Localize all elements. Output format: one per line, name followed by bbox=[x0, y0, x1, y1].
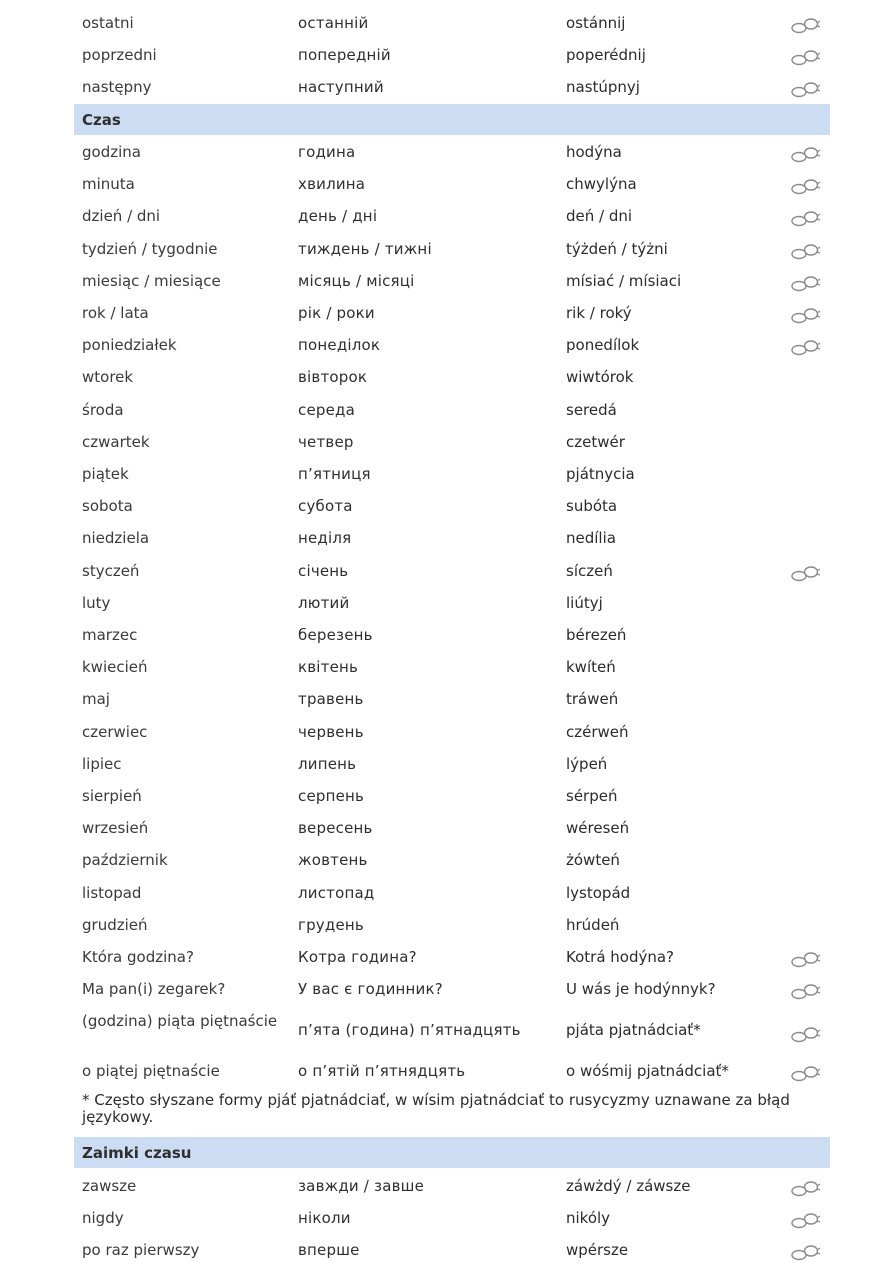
section-header-time bbox=[74, 104, 830, 135]
speaker-icon[interactable] bbox=[790, 982, 824, 1000]
footnote: * Często słyszane formy pjáť pjatnádciať, w wísim pjatnádciať to rusycyzmy uznawane za błąd językowy. bbox=[82, 1091, 790, 1126]
transliteration: sérpeń bbox=[566, 787, 618, 805]
ukrainian-word: січень bbox=[298, 561, 349, 580]
transliteration: wiwtórok bbox=[566, 368, 634, 387]
transliteration: wéreseń bbox=[566, 819, 630, 838]
ukrainian-word: рік / роки bbox=[298, 304, 375, 322]
polish-word: godzina bbox=[82, 143, 141, 161]
transliteration: týżdeń / týżni bbox=[566, 239, 668, 258]
polish-word: minuta bbox=[82, 175, 135, 194]
ukrainian-word: листопад bbox=[298, 883, 375, 902]
speaker-icon[interactable] bbox=[790, 16, 824, 34]
ukrainian-word: вперше bbox=[298, 1241, 360, 1259]
speaker-icon[interactable] bbox=[790, 1025, 824, 1043]
polish-word: wtorek bbox=[82, 368, 134, 387]
speaker-icon[interactable] bbox=[790, 1211, 824, 1229]
speaker-icon[interactable] bbox=[790, 1179, 824, 1197]
ukrainian-word: червень bbox=[298, 722, 364, 741]
transliteration: hrúdeń bbox=[566, 915, 620, 934]
transliteration: ostánnij bbox=[566, 14, 626, 32]
speaker-icon[interactable] bbox=[790, 1243, 824, 1261]
ukrainian-word: останній bbox=[298, 14, 369, 32]
polish-word: środa bbox=[82, 400, 124, 419]
polish-word: zawsze bbox=[82, 1177, 137, 1195]
section-header-pronouns bbox=[74, 1137, 830, 1168]
polish-word: poniedziałek bbox=[82, 336, 177, 355]
ukrainian-word: липень bbox=[298, 754, 357, 773]
transliteration: nedília bbox=[566, 529, 616, 548]
polish-word: miesiąc / miesiące bbox=[82, 271, 221, 290]
ukrainian-word: серпень bbox=[298, 787, 365, 805]
transliteration: U wás je hodýnnyk? bbox=[566, 980, 716, 999]
speaker-icon[interactable] bbox=[790, 306, 824, 324]
transliteration: czérweń bbox=[566, 722, 629, 741]
polish-word: wrzesień bbox=[82, 819, 149, 838]
ukrainian-word: вересень bbox=[298, 819, 373, 838]
polish-word: lipiec bbox=[82, 754, 122, 773]
transliteration: poperédnij bbox=[566, 46, 646, 64]
transliteration: lystopád bbox=[566, 883, 631, 902]
polish-word: ostatni bbox=[82, 14, 134, 32]
ukrainian-word: тиждень / тижні bbox=[298, 239, 432, 258]
speaker-icon[interactable] bbox=[790, 274, 824, 292]
ukrainian-word: лютий bbox=[298, 593, 350, 612]
ukrainian-word: У вас є годинник? bbox=[298, 980, 443, 999]
speaker-icon[interactable] bbox=[790, 48, 824, 66]
polish-word: dzień / dni bbox=[82, 207, 161, 226]
transliteration: síczeń bbox=[566, 561, 613, 580]
speaker-icon[interactable] bbox=[790, 80, 824, 98]
speaker-icon[interactable] bbox=[790, 950, 824, 968]
transliteration: záwżdý / záwsze bbox=[566, 1177, 691, 1195]
transliteration: hodýna bbox=[566, 143, 622, 161]
polish-word: poprzedni bbox=[82, 46, 157, 64]
ukrainian-word: понеділок bbox=[298, 336, 381, 355]
polish-word: luty bbox=[82, 593, 111, 612]
transliteration: pjáta pjatnádciať* bbox=[566, 1021, 701, 1039]
polish-word: sobota bbox=[82, 497, 133, 516]
polish-word: następny bbox=[82, 78, 152, 96]
transliteration: mísiać / mísiaci bbox=[566, 271, 682, 290]
transliteration: subóta bbox=[566, 497, 618, 516]
transliteration: tráweń bbox=[566, 690, 619, 709]
transliteration: chwylýna bbox=[566, 175, 637, 194]
ukrainian-word: вівторок bbox=[298, 368, 368, 387]
polish-word: marzec bbox=[82, 626, 138, 644]
transliteration: wpérsze bbox=[566, 1241, 629, 1259]
polish-word: czerwiec bbox=[82, 722, 148, 741]
ukrainian-word: місяць / місяці bbox=[298, 271, 415, 290]
ukrainian-word: неділя bbox=[298, 529, 352, 548]
speaker-icon[interactable] bbox=[790, 564, 824, 582]
transliteration: żówteń bbox=[566, 851, 620, 870]
polish-word: o piątej piętnaście bbox=[82, 1062, 220, 1080]
ukrainian-word: березень bbox=[298, 626, 373, 644]
ukrainian-word: середа bbox=[298, 400, 355, 419]
transliteration: rik / roký bbox=[566, 304, 632, 322]
transliteration: ponedílok bbox=[566, 336, 640, 355]
polish-word: czwartek bbox=[82, 432, 150, 451]
ukrainian-word: хвилина bbox=[298, 175, 366, 194]
ukrainian-word: попередній bbox=[298, 46, 391, 64]
ukrainian-word: п’ятниця bbox=[298, 465, 371, 483]
ukrainian-word: субота bbox=[298, 497, 353, 516]
ukrainian-word: день / дні bbox=[298, 207, 378, 226]
ukrainian-word: квітень bbox=[298, 658, 359, 677]
transliteration: lýpeń bbox=[566, 754, 608, 773]
polish-word: sierpień bbox=[82, 787, 142, 805]
ukrainian-word: о п’ятій п’ятнядцять bbox=[298, 1062, 466, 1080]
ukrainian-word: година bbox=[298, 143, 356, 161]
transliteration: nikóly bbox=[566, 1209, 611, 1227]
polish-word: kwiecień bbox=[82, 658, 148, 677]
polish-word: nigdy bbox=[82, 1209, 124, 1227]
ukrainian-word: грудень bbox=[298, 915, 364, 934]
polish-word: po raz pierwszy bbox=[82, 1241, 200, 1259]
speaker-icon[interactable] bbox=[790, 177, 824, 195]
ukrainian-word: завжди / завше bbox=[298, 1177, 424, 1195]
ukrainian-word: четвер bbox=[298, 432, 354, 451]
speaker-icon[interactable] bbox=[790, 1064, 824, 1082]
ukrainian-word: ніколи bbox=[298, 1209, 351, 1227]
transliteration: liútyj bbox=[566, 593, 603, 612]
polish-word: niedziela bbox=[82, 529, 150, 548]
polish-word: piątek bbox=[82, 465, 129, 483]
polish-word: maj bbox=[82, 690, 110, 709]
speaker-icon[interactable] bbox=[790, 145, 824, 163]
polish-word: tydzień / tygodnie bbox=[82, 239, 218, 258]
transliteration: pjátnycia bbox=[566, 465, 635, 483]
transliteration: czetwér bbox=[566, 432, 625, 451]
speaker-icon[interactable] bbox=[790, 242, 824, 260]
polish-word: grudzień bbox=[82, 915, 148, 934]
speaker-icon[interactable] bbox=[790, 209, 824, 227]
transliteration: deń / dni bbox=[566, 207, 633, 226]
transliteration: nastúpnyj bbox=[566, 78, 640, 96]
section-title: Czas bbox=[82, 111, 121, 129]
polish-word: rok / lata bbox=[82, 304, 149, 322]
transliteration: Kotrá hodýna? bbox=[566, 948, 675, 966]
ukrainian-word: п’ята (година) п’ятнадцять bbox=[298, 1021, 521, 1039]
polish-word: listopad bbox=[82, 883, 142, 902]
speaker-icon[interactable] bbox=[790, 338, 824, 356]
polish-word: Która godzina? bbox=[82, 948, 194, 966]
polish-word: (godzina) piąta piętnaście bbox=[82, 1012, 278, 1030]
polish-word: styczeń bbox=[82, 561, 140, 580]
ukrainian-word: травень bbox=[298, 690, 364, 709]
section-title: Zaimki czasu bbox=[82, 1144, 192, 1162]
ukrainian-word: Котра година? bbox=[298, 948, 417, 966]
polish-word: październik bbox=[82, 851, 168, 870]
transliteration: kwíteń bbox=[566, 658, 616, 677]
transliteration: o wóśmij pjatnádciať* bbox=[566, 1062, 729, 1080]
transliteration: bérezeń bbox=[566, 626, 627, 644]
transliteration: seredá bbox=[566, 400, 617, 419]
ukrainian-word: жовтень bbox=[298, 851, 368, 870]
polish-word: Ma pan(i) zegarek? bbox=[82, 980, 226, 999]
ukrainian-word: наступний bbox=[298, 78, 384, 96]
